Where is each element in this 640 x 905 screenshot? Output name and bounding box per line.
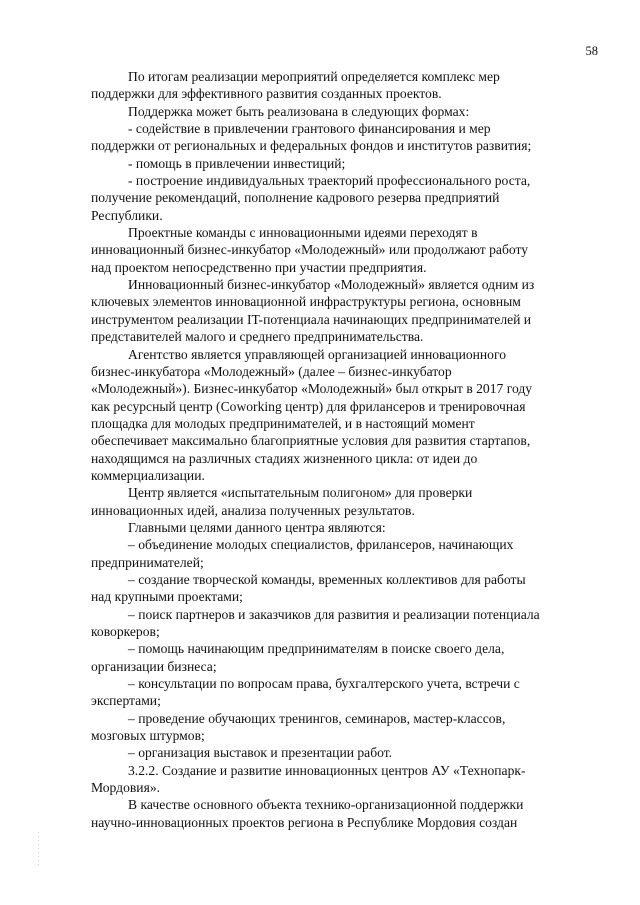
paragraph: – поиск партнеров и заказчиков для развития и реализации потенциала коворкеров; xyxy=(91,606,540,639)
paragraph: - содействие в привлечении грантового финансирования и мер поддержки от региональных и федеральных фондов и институтов развития; xyxy=(91,121,532,154)
paragraph: – создание творческой команды, временных коллективов для работы над крупными проектами; xyxy=(91,571,526,605)
paragraph: 3.2.2. Создание и развитие инновационных центров АУ «Технопарк- Мордовия». xyxy=(91,762,526,796)
paragraph: Агентство является управляющей организацией инновационного бизнес-инкубатора «Молодежный» (далее – бизнес-инкубатор «Молодежный»). Бизнес-инкубатор «Молодежный» был открыт в 2017 году как ресурсный центр (Coworking центр) для фрилансеров и тренировочная площадка для молодых предпринимателей, и в настоящий момент обеспечивает максимально благоприятные условия для развития стартапов, находящимся на различных стадиях жизненного цикла: от идеи до коммерциализации. xyxy=(91,346,533,483)
paragraph: Инновационный бизнес-инкубатор «Молодежный» является одним из ключевых элементов инновационной инфраструктуры региона, основным инструментом реализации IT-потенциала начинающих предпринимателей и представителей малого и среднего предпринимательства. xyxy=(91,277,535,345)
paragraph: По итогам реализации мероприятий определяется комплекс мер поддержки для эффективного развития созданных проектов. xyxy=(91,69,500,102)
paragraph: Главными целями данного центра являются: xyxy=(128,519,386,535)
paragraph: В качестве основного объекта технико-организационной поддержки научно-инновационных проектов региона в Республике Мордовия создан xyxy=(91,797,524,830)
paragraph: – проведение обучающих тренингов, семинаров, мастер-классов, мозговых штурмов; xyxy=(91,710,506,744)
paragraph: - построение индивидуальных траекторий профессионального роста, получение рекомендаций, пополнение кадрового резерва предприятий Республики. xyxy=(91,173,531,223)
page-number: 58 xyxy=(585,44,598,58)
paragraph: – организация выставок и презентации работ. xyxy=(128,745,393,761)
paragraph: – помощь начинающим предпринимателям в поиске своего дела, организации бизнеса; xyxy=(91,641,505,674)
paragraph: Центр является «испытательным полигоном» для проверки инновационных идей, анализа полученных результатов. xyxy=(91,485,473,518)
scan-margin-mark xyxy=(38,832,39,866)
paragraph: - помощь в привлечении инвестиций; xyxy=(128,155,346,171)
paragraph: Поддержка может быть реализована в следующих формах: xyxy=(128,103,470,119)
paragraph: Проектные команды с инновационными идеями переходят в инновационный бизнес-инкубатор «Молодежный» или продолжают работу над проектом непосредственно при участии предприятия. xyxy=(91,225,529,275)
paragraph: – консультации по вопросам права, бухгалтерского учета, встречи с экспертами; xyxy=(91,676,520,709)
document-body xyxy=(91,68,596,831)
paragraph: – объединение молодых специалистов, фрилансеров, начинающих предпринимателей; xyxy=(91,537,514,570)
